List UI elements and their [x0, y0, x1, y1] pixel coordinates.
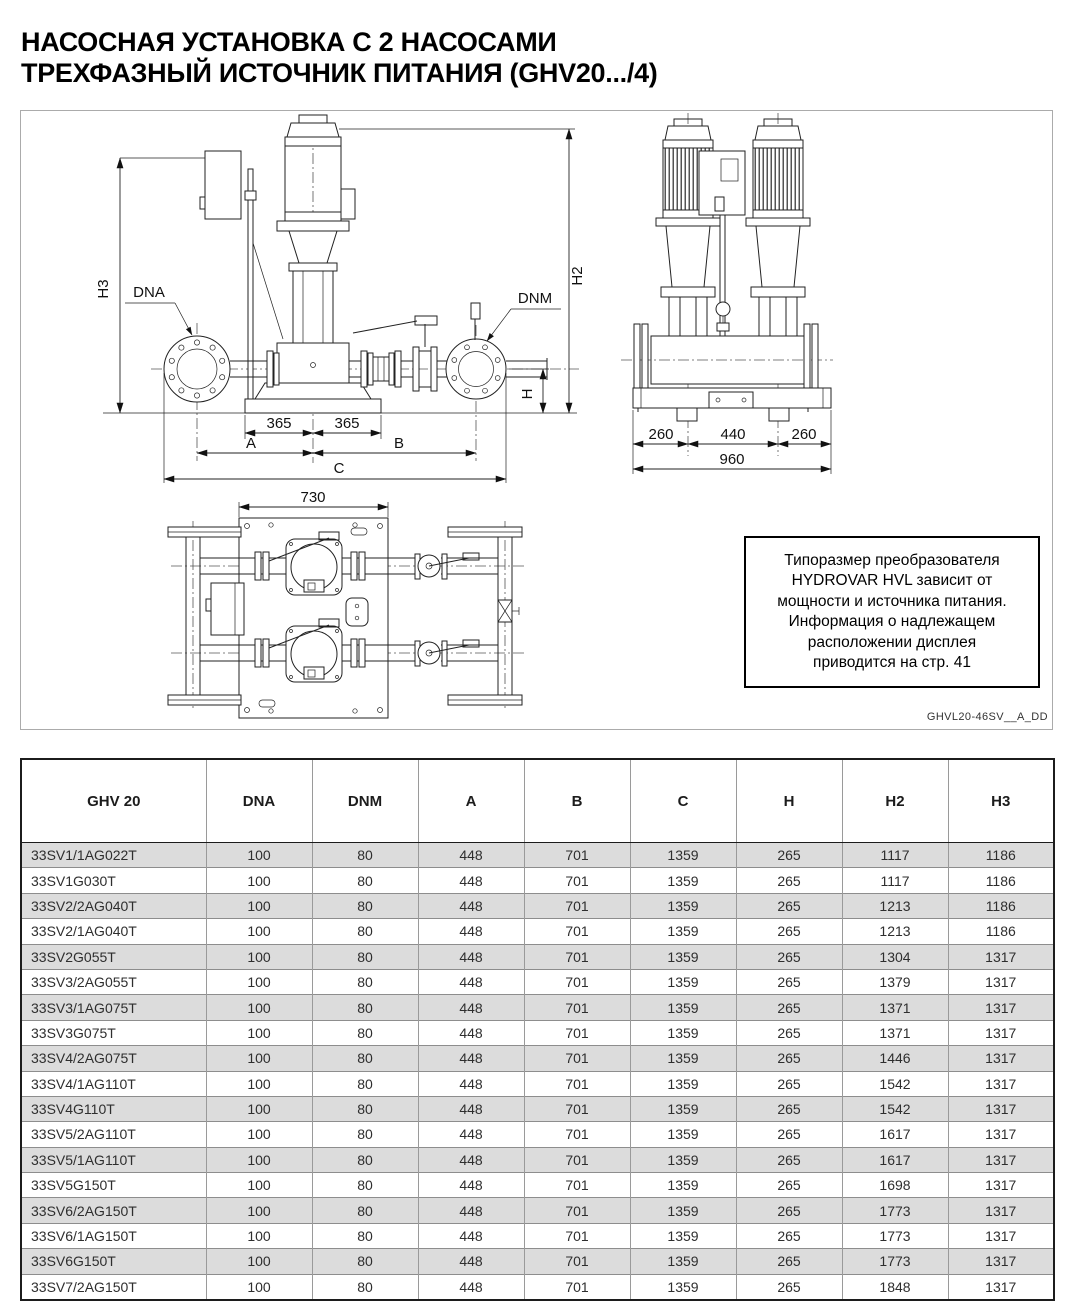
dim-h3-label: H3: [95, 279, 112, 299]
value-cell: 265: [736, 969, 842, 994]
technical-drawing-panel: [20, 110, 1053, 730]
value-cell: 448: [418, 1198, 524, 1223]
value-cell: 701: [524, 1096, 630, 1121]
model-cell: 33SV3/2AG055T: [21, 969, 206, 994]
value-cell: 80: [312, 1020, 418, 1045]
col-header-model: GHV 20: [21, 759, 206, 843]
value-cell: 448: [418, 969, 524, 994]
value-cell: 1617: [842, 1122, 948, 1147]
value-cell: 1359: [630, 893, 736, 918]
dim-440-label: 440: [720, 426, 746, 443]
value-cell: 100: [206, 868, 312, 893]
value-cell: 1773: [842, 1223, 948, 1248]
value-cell: 1773: [842, 1249, 948, 1274]
model-cell: 33SV3/1AG075T: [21, 995, 206, 1020]
dim-a-label: A: [245, 435, 257, 452]
plan-view-dimensions: [239, 489, 388, 517]
value-cell: 1542: [842, 1096, 948, 1121]
dim-c-label: C: [333, 460, 345, 477]
value-cell: 265: [736, 1198, 842, 1223]
value-cell: 80: [312, 995, 418, 1020]
value-cell: 448: [418, 868, 524, 893]
col-header-dnm: DNM: [312, 759, 418, 843]
value-cell: 1371: [842, 1020, 948, 1045]
note-line: мощности и источника питания.: [777, 592, 1007, 610]
value-cell: 701: [524, 1249, 630, 1274]
value-cell: 701: [524, 1147, 630, 1172]
table-row: [21, 868, 1054, 893]
value-cell: 80: [312, 893, 418, 918]
value-cell: 1317: [948, 1046, 1054, 1071]
model-cell: 33SV3G075T: [21, 1020, 206, 1045]
value-cell: 100: [206, 919, 312, 944]
value-cell: 265: [736, 1249, 842, 1274]
value-cell: 1359: [630, 1173, 736, 1198]
value-cell: 100: [206, 1122, 312, 1147]
value-cell: 1848: [842, 1274, 948, 1300]
value-cell: 265: [736, 944, 842, 969]
value-cell: 100: [206, 1249, 312, 1274]
value-cell: 80: [312, 1173, 418, 1198]
value-cell: 1117: [842, 868, 948, 893]
value-cell: 1213: [842, 893, 948, 918]
value-cell: 80: [312, 843, 418, 868]
dimension-table: [20, 758, 1055, 1301]
value-cell: 1698: [842, 1173, 948, 1198]
value-cell: 701: [524, 1223, 630, 1248]
model-cell: 33SV4G110T: [21, 1096, 206, 1121]
value-cell: 1359: [630, 969, 736, 994]
value-cell: 1317: [948, 1122, 1054, 1147]
dim-h-label: H: [519, 388, 536, 400]
value-cell: 701: [524, 843, 630, 868]
value-cell: 448: [418, 893, 524, 918]
model-cell: 33SV4/1AG110T: [21, 1071, 206, 1096]
value-cell: 1359: [630, 1147, 736, 1172]
value-cell: 80: [312, 1198, 418, 1223]
table-row: [21, 1122, 1054, 1147]
value-cell: 265: [736, 1223, 842, 1248]
base-frame: [633, 388, 831, 421]
value-cell: 1186: [948, 919, 1054, 944]
value-cell: 100: [206, 1223, 312, 1248]
value-cell: 701: [524, 1198, 630, 1223]
dnm-label: DNM: [517, 290, 553, 307]
col-header-b: B: [524, 759, 630, 843]
model-cell: 33SV6/2AG150T: [21, 1198, 206, 1223]
value-cell: 1371: [842, 995, 948, 1020]
side-view: [621, 113, 833, 474]
model-cell: 33SV6/1AG150T: [21, 1223, 206, 1248]
value-cell: 448: [418, 1274, 524, 1300]
page-title: [21, 27, 658, 89]
value-cell: 1359: [630, 1274, 736, 1300]
side-view-dimensions: [633, 410, 831, 474]
value-cell: 1317: [948, 995, 1054, 1020]
value-cell: 448: [418, 1020, 524, 1045]
col-header-a: A: [418, 759, 524, 843]
dim-h2-label: H2: [569, 266, 586, 286]
table-row: [21, 1249, 1054, 1274]
value-cell: 100: [206, 995, 312, 1020]
value-cell: 1317: [948, 944, 1054, 969]
value-cell: 701: [524, 1173, 630, 1198]
value-cell: 100: [206, 969, 312, 994]
value-cell: 80: [312, 1274, 418, 1300]
value-cell: 448: [418, 1147, 524, 1172]
value-cell: 100: [206, 1046, 312, 1071]
table-row: [21, 969, 1054, 994]
value-cell: 1359: [630, 1223, 736, 1248]
value-cell: 1304: [842, 944, 948, 969]
plan-pump-1: [286, 539, 342, 595]
value-cell: 1359: [630, 1249, 736, 1274]
value-cell: 1542: [842, 1071, 948, 1096]
discharge-piping: [349, 303, 547, 399]
value-cell: 1359: [630, 995, 736, 1020]
table-header: [21, 759, 1054, 843]
value-cell: 100: [206, 1147, 312, 1172]
value-cell: 701: [524, 1071, 630, 1096]
value-cell: 100: [206, 1274, 312, 1300]
col-header-h: H: [736, 759, 842, 843]
model-cell: 33SV6G150T: [21, 1249, 206, 1274]
value-cell: 701: [524, 969, 630, 994]
model-cell: 33SV1G030T: [21, 868, 206, 893]
table-body: [21, 843, 1054, 1301]
dim-365-right-label: 365: [334, 415, 360, 432]
value-cell: 1317: [948, 1223, 1054, 1248]
value-cell: 1359: [630, 1096, 736, 1121]
value-cell: 265: [736, 1173, 842, 1198]
col-header-h2: H2: [842, 759, 948, 843]
value-cell: 448: [418, 995, 524, 1020]
value-cell: 265: [736, 1147, 842, 1172]
value-cell: 100: [206, 1020, 312, 1045]
note-box: [744, 536, 1040, 688]
table-row: [21, 944, 1054, 969]
value-cell: 80: [312, 1096, 418, 1121]
table-row: [21, 1147, 1054, 1172]
value-cell: 1317: [948, 1020, 1054, 1045]
table-row: [21, 893, 1054, 918]
value-cell: 448: [418, 1096, 524, 1121]
value-cell: 1359: [630, 1071, 736, 1096]
value-cell: 701: [524, 893, 630, 918]
value-cell: 265: [736, 1096, 842, 1121]
dim-260-right-label: 260: [791, 426, 817, 443]
value-cell: 1317: [948, 1147, 1054, 1172]
value-cell: 448: [418, 1122, 524, 1147]
value-cell: 1359: [630, 1198, 736, 1223]
value-cell: 1359: [630, 919, 736, 944]
col-header-dna: DNA: [206, 759, 312, 843]
table-row: [21, 1173, 1054, 1198]
dim-b-label: B: [393, 435, 405, 452]
value-cell: 1186: [948, 868, 1054, 893]
value-cell: 448: [418, 919, 524, 944]
model-cell: 33SV1/1AG022T: [31, 847, 137, 864]
note-line: Информация о надлежащем: [788, 613, 996, 630]
value-cell: 1359: [630, 1122, 736, 1147]
value-cell: 448: [418, 1071, 524, 1096]
value-cell: 265: [736, 1046, 842, 1071]
note-line: Типоразмер преобразователя: [784, 551, 1000, 569]
value-cell: 1317: [948, 1274, 1054, 1300]
value-cell: 80: [312, 944, 418, 969]
value-cell: 448: [418, 1173, 524, 1198]
table-row: [21, 1096, 1054, 1121]
plan-view: [168, 489, 526, 718]
value-cell: 1359: [630, 1046, 736, 1071]
value-cell: 701: [524, 919, 630, 944]
model-cell: 33SV5G150T: [21, 1173, 206, 1198]
value-cell: 100: [206, 843, 312, 868]
value-cell: 1317: [948, 969, 1054, 994]
value-cell: 1317: [948, 1096, 1054, 1121]
model-cell: 33SV2/1AG040T: [21, 919, 206, 944]
model-cell: 33SV4/2AG075T: [21, 1046, 206, 1071]
motor: [277, 115, 355, 231]
value-cell: 1317: [948, 1071, 1054, 1096]
table-row: [21, 1198, 1054, 1223]
value-cell: 1186: [948, 843, 1054, 868]
value-cell: 80: [312, 1071, 418, 1096]
value-cell: 1617: [842, 1147, 948, 1172]
value-cell: 100: [206, 1071, 312, 1096]
value-cell: 701: [524, 1274, 630, 1300]
value-cell: 100: [206, 893, 312, 918]
value-cell: 100: [206, 944, 312, 969]
value-cell: 1317: [948, 1173, 1054, 1198]
table-row: [21, 1020, 1054, 1045]
value-cell: 80: [312, 868, 418, 893]
dim-365-left-label: 365: [266, 415, 292, 432]
plan-controller-box: [206, 583, 244, 635]
value-cell: 265: [736, 995, 842, 1020]
table-row: [21, 843, 1054, 868]
value-cell: 80: [312, 969, 418, 994]
dim-260-left-label: 260: [648, 426, 674, 443]
value-cell: 701: [524, 1020, 630, 1045]
value-cell: 448: [418, 843, 524, 868]
note-line: приводится на стр. 41: [813, 654, 971, 671]
col-header-c: C: [630, 759, 736, 843]
value-cell: 265: [736, 893, 842, 918]
model-cell: 33SV7/2AG150T: [21, 1274, 206, 1300]
value-cell: 448: [418, 944, 524, 969]
value-cell: 1359: [630, 868, 736, 893]
value-cell: 265: [736, 919, 842, 944]
table-row: [21, 1071, 1054, 1096]
value-cell: 80: [312, 1147, 418, 1172]
plan-pump-2: [286, 626, 342, 682]
page-title-line2: ТРЕХФАЗНЫЙ ИСТОЧНИК ПИТАНИЯ (GHV20.../4): [21, 58, 658, 88]
model-cell: 33SV2G055T: [21, 944, 206, 969]
model-cell: 33SV2/2AG040T: [21, 893, 206, 918]
table-row: [21, 1046, 1054, 1071]
value-cell: 265: [736, 1020, 842, 1045]
table-row: [21, 1274, 1054, 1300]
value-cell: 701: [524, 1046, 630, 1071]
value-cell: 1213: [842, 919, 948, 944]
value-cell: 448: [418, 1249, 524, 1274]
table-row: [21, 1223, 1054, 1248]
value-cell: 701: [524, 995, 630, 1020]
drawing-code: GHVL20-46SV__A_DD: [926, 711, 1048, 723]
value-cell: 100: [206, 1096, 312, 1121]
value-cell: 265: [736, 1071, 842, 1096]
value-cell: 701: [524, 1122, 630, 1147]
value-cell: 100: [206, 1173, 312, 1198]
value-cell: 265: [736, 843, 842, 868]
value-cell: 1186: [948, 893, 1054, 918]
value-cell: 80: [312, 919, 418, 944]
value-cell: 448: [418, 1223, 524, 1248]
value-cell: 1359: [630, 944, 736, 969]
discharge-flange: [446, 339, 506, 399]
value-cell: 1773: [842, 1198, 948, 1223]
value-cell: 1117: [842, 843, 948, 868]
front-view: [95, 115, 586, 483]
model-cell: 33SV5/2AG110T: [21, 1122, 206, 1147]
plan-bracket: [346, 598, 368, 626]
value-cell: 1359: [630, 1020, 736, 1045]
model-cell: 33SV5/1AG110T: [21, 1147, 206, 1172]
value-cell: 265: [736, 1274, 842, 1300]
value-cell: 100: [206, 1198, 312, 1223]
value-cell: 701: [524, 944, 630, 969]
table-row: [21, 995, 1054, 1020]
dna-label: DNA: [133, 284, 165, 301]
value-cell: 1446: [842, 1046, 948, 1071]
col-header-h3: H3: [948, 759, 1054, 843]
page-title-line1: НАСОСНАЯ УСТАНОВКА С 2 НАСОСАМИ: [21, 27, 557, 57]
value-cell: 448: [418, 1046, 524, 1071]
note-line: HYDROVAR HVL зависит от: [791, 572, 993, 589]
value-cell: 80: [312, 1046, 418, 1071]
value-cell: 80: [312, 1249, 418, 1274]
value-cell: 265: [736, 1122, 842, 1147]
value-cell: 265: [736, 868, 842, 893]
note-line: расположении дисплея: [807, 633, 977, 651]
dim-730-label: 730: [300, 489, 326, 506]
value-cell: 701: [524, 868, 630, 893]
value-cell: 80: [312, 1223, 418, 1248]
value-cell: 1317: [948, 1198, 1054, 1223]
value-cell: 1359: [630, 843, 736, 868]
value-cell: 80: [312, 1122, 418, 1147]
table-row: [21, 919, 1054, 944]
value-cell: 1379: [842, 969, 948, 994]
value-cell: 1317: [948, 1249, 1054, 1274]
dim-960-label: 960: [719, 451, 745, 468]
